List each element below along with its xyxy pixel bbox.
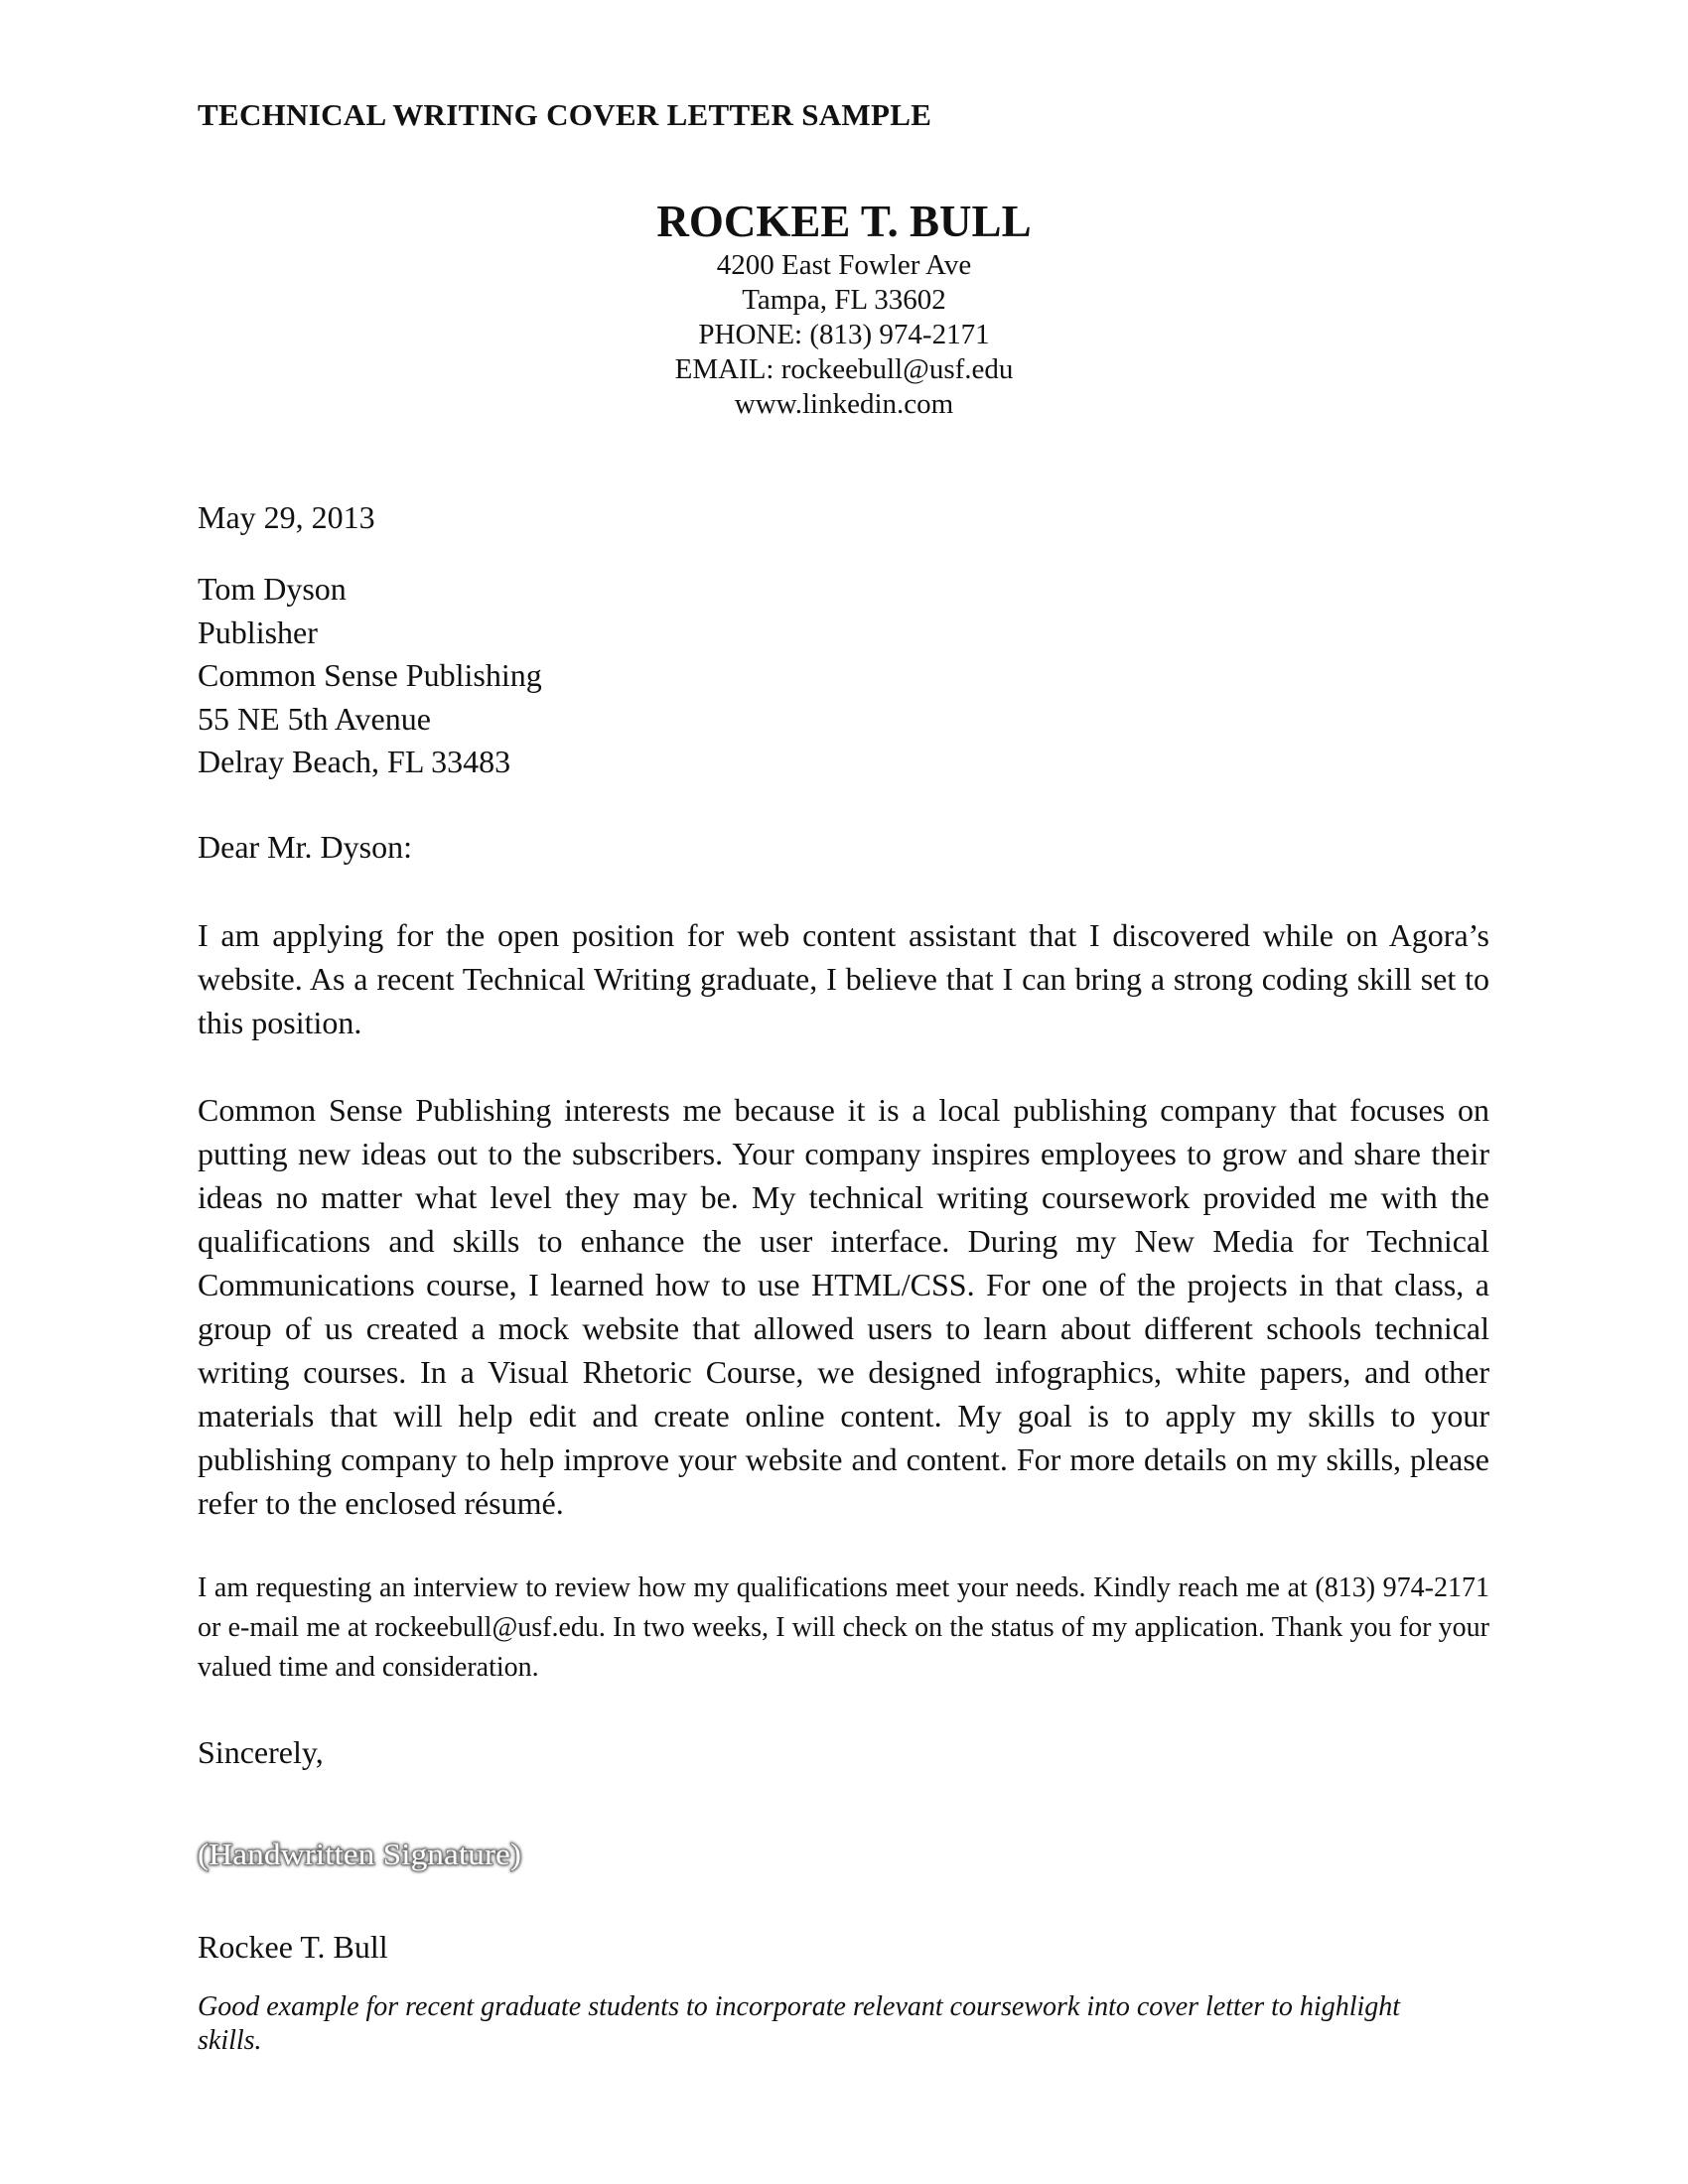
sender-address-line2: Tampa, FL 33602 — [742, 284, 946, 316]
signature-text: (Handwritten Signature) — [198, 1837, 521, 1871]
letter-date: May 29, 2013 — [198, 499, 375, 535]
body-paragraph-2: Common Sense Publishing interests me because it is a local publishing company that focuses on putting new ideas out to the subscribers. Your company inspires employees to grow and share their ideas no matter what level they may be. My technical writing coursework provided me with the qualifications and skills to enhance the user interface. During my New Media for Technical Communications course, I learned how to use HTML/CSS. For one of the projects in that class, a group of us created a mock website that allowed users to learn about different schools technical writing courses. In a Visual Rhetoric Course, we designed infographics, white papers, and other materials that will help edit and create online content. My goal is to apply my skills to your publishing company to help improve your website and content. For more details on my skills, please refer to the enclosed résumé. — [198, 1092, 1489, 1521]
sample-note: Good example for recent graduate students to incorporate relevant coursework into cover letter to highlight skills. — [198, 1991, 1401, 2056]
salutation: Dear Mr. Dyson: — [198, 829, 412, 865]
document-heading: TECHNICAL WRITING COVER LETTER SAMPLE — [198, 97, 932, 132]
recipient-title: Publisher — [198, 614, 318, 650]
sender-email: EMAIL: rockeebull@usf.edu — [674, 353, 1014, 385]
closing: Sincerely, — [198, 1734, 324, 1770]
recipient-company: Common Sense Publishing — [198, 657, 542, 693]
handwritten-signature-image — [194, 1825, 526, 1882]
sender-name: ROCKEE T. BULL — [656, 197, 1032, 246]
sender-website: www.linkedin.com — [734, 388, 954, 420]
sender-address-line1: 4200 East Fowler Ave — [716, 249, 972, 281]
sender-block — [0, 195, 1688, 422]
body-paragraph-1: I am applying for the open position for web content assistant that I discovered while on Agora’s website. As a recent Technical Writing graduate, I believe that I can bring a strong coding skill set to this position. — [198, 917, 1489, 1040]
recipient-block — [198, 568, 542, 784]
signer-name: Rockee T. Bull — [198, 1929, 388, 1965]
recipient-street: 55 NE 5th Avenue — [198, 700, 431, 737]
recipient-name: Tom Dyson — [198, 571, 347, 607]
body-paragraph-3: I am requesting an interview to review how my qualifications meet your needs. Kindly reach me at (813) 974-2171 or e-mail me at rockeebull@usf.edu. In two weeks, I will check on the status of my application. Thank you for your valued time and consideration. — [198, 1572, 1489, 1683]
sender-phone: PHONE: (813) 974-2171 — [698, 319, 990, 350]
recipient-city-state-zip: Delray Beach, FL 33483 — [198, 744, 511, 779]
